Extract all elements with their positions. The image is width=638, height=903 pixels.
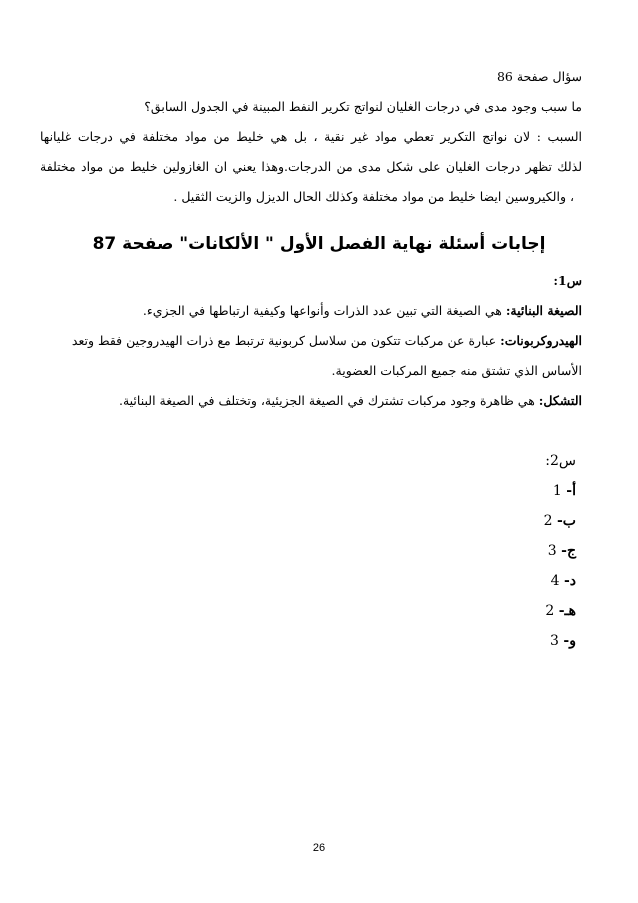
definition-text: هي الصيغة التي تبين عدد الذرات وأنواعها وكيفية ارتباطها في الجزيء.	[142, 303, 506, 318]
answer-item: و- 3	[550, 633, 576, 649]
question-2-block	[544, 446, 576, 656]
definition-hydrocarbons-continued	[40, 356, 582, 386]
answer-item: د- 4	[550, 573, 576, 589]
answer-line-1: السبب : لان نواتج التكرير تعطي مواد غير نقية ، بل هي خليط من مواد مختلفة في درجات غليانها	[40, 129, 582, 144]
chapter-answers-heading: إجابات أسئلة نهاية الفصل الأول " الألكانات" صفحة 87	[92, 234, 546, 254]
definition-text: الأساس الذي تشتق منه جميع المركبات العضوية.	[331, 363, 582, 378]
definition-isomerism	[40, 386, 582, 416]
section-question-86	[40, 62, 582, 212]
definition-structural-formula	[40, 296, 582, 326]
answer-line-2: لذلك تظهر درجات الغليان على شكل مدى من الدرجات.وهذا يعني ان الغازولين خليط من مواد مختلفة	[40, 159, 582, 174]
definition-hydrocarbons	[40, 326, 582, 356]
question-text: ما سبب وجود مدى في درجات الغليان لنواتج تكرير النفط المبينة في الجدول السابق؟	[144, 99, 582, 114]
section-title: سؤال صفحة 86	[496, 69, 582, 84]
question-1-label: س1:	[553, 273, 582, 288]
answer-line-3: ، والكيروسين ايضا خليط من مواد مختلفة وكذلك الحال الديزل والزيت الثقيل .	[173, 189, 574, 204]
question-2-label: س2:	[545, 453, 576, 469]
answer-item: ب- 2	[543, 513, 576, 529]
answer-item: أ- 1	[552, 483, 576, 499]
definition-text: هي ظاهرة وجود مركبات تشترك في الصيغة الجزيئية، وتختلف في الصيغة البنائية.	[118, 393, 539, 408]
definition-text: عبارة عن مركبات تتكون من سلاسل كربونية ترتبط مع ذرات الهيدروجين فقط وتعد	[71, 333, 501, 348]
term-label: التشكل:	[538, 393, 582, 408]
term-label: الصيغة البنائية:	[505, 303, 582, 318]
term-label: الهيدروكربونات:	[500, 333, 582, 348]
question-1-block	[40, 266, 582, 416]
answer-item: هـ- 2	[545, 603, 576, 619]
page-number: 26	[312, 842, 326, 854]
answer-item: ج- 3	[547, 543, 576, 559]
